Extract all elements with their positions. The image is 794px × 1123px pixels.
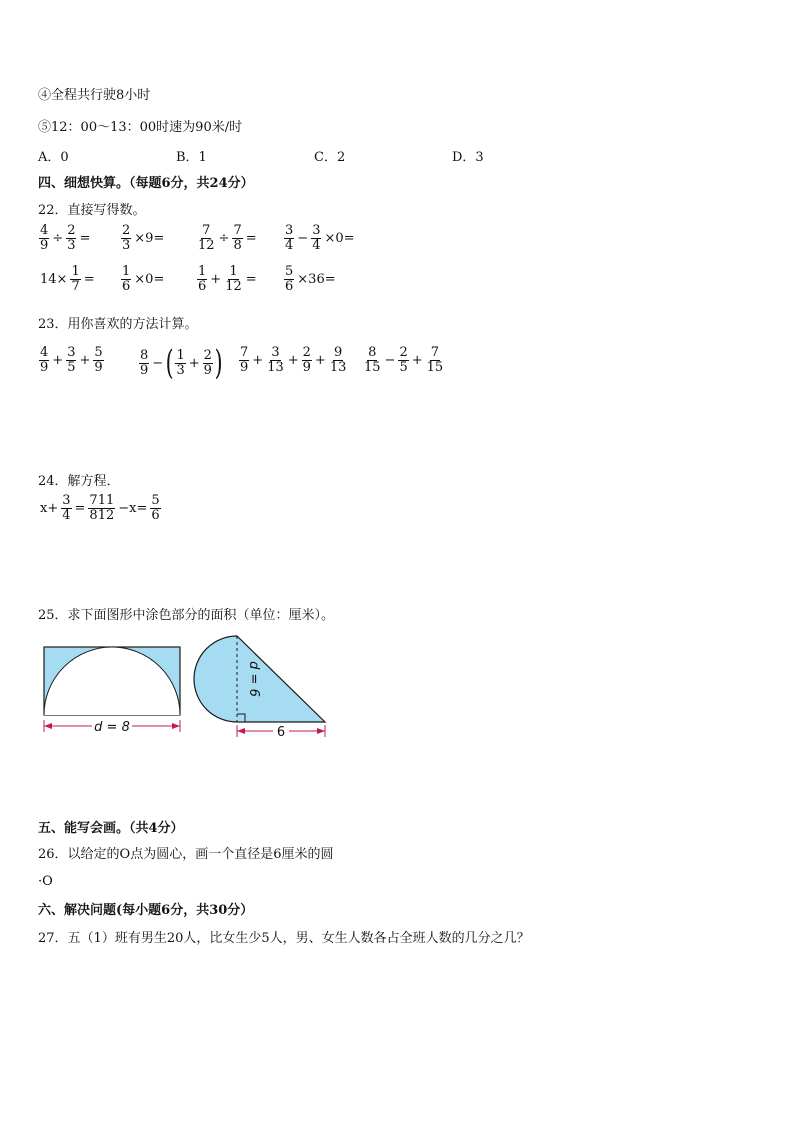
operator: 14×	[40, 271, 68, 287]
numerator: 711	[89, 493, 115, 508]
denominator: 15	[426, 359, 444, 375]
operator: +	[314, 352, 326, 368]
numerator: 4	[40, 223, 49, 238]
fraction	[93, 346, 103, 374]
fraction	[66, 224, 76, 252]
operator: =	[245, 230, 257, 246]
numerator: 7	[202, 223, 211, 238]
fraction	[329, 346, 348, 374]
numerator: 7	[240, 345, 249, 360]
numerator: 3	[62, 493, 71, 508]
operator: +	[52, 352, 64, 368]
denominator: 15	[364, 359, 381, 375]
operator: −x=	[118, 500, 148, 516]
numerator: 8	[140, 347, 149, 363]
fraction	[39, 346, 49, 374]
numerator: 8	[368, 345, 377, 360]
denominator: 13	[329, 359, 347, 375]
numerator: 2	[399, 345, 408, 360]
numerator: 5	[94, 345, 103, 360]
operator: ×0=	[324, 230, 355, 246]
numerator: 2	[122, 223, 131, 238]
operator: −	[152, 355, 164, 371]
denominator: 6	[122, 278, 131, 294]
numerator: 1	[198, 264, 207, 279]
operator: +	[252, 352, 264, 368]
question-25: 25．求下面图形中涂色部分的面积（单位：厘米）。	[38, 608, 335, 623]
parenthesis: (	[165, 343, 174, 383]
denominator: 6	[151, 507, 160, 523]
fraction	[311, 224, 321, 252]
operator: −	[297, 230, 309, 246]
denominator: 4	[312, 237, 321, 253]
denominator: 4	[285, 237, 294, 253]
operator: +	[188, 355, 200, 371]
fraction	[426, 346, 445, 374]
base-arrow-left	[237, 728, 245, 734]
question-26: 26．以给定的O点为圆心，画一个直径是6厘米的圆	[38, 847, 334, 862]
fraction	[302, 346, 312, 374]
question-23: 23．用你喜欢的方法计算。	[38, 317, 198, 332]
denominator: 812	[89, 507, 115, 523]
base-arrow-right	[317, 728, 325, 734]
denominator: 9	[140, 362, 149, 378]
numerator: 7	[233, 223, 242, 238]
fraction	[398, 346, 408, 374]
calc-item	[120, 224, 166, 252]
fraction	[224, 265, 243, 293]
fraction	[284, 265, 294, 293]
denominator: 3	[122, 237, 131, 253]
denominator: 3	[176, 362, 185, 378]
statement-4: ④全程共行驶8小时	[38, 88, 151, 103]
fraction	[175, 349, 185, 377]
operator: +	[411, 352, 423, 368]
denominator: 7	[71, 278, 80, 294]
numerator: 4	[40, 345, 49, 360]
denominator: 6	[285, 278, 294, 294]
question-24: 24．解方程．	[38, 474, 120, 489]
numerator: 5	[151, 493, 160, 508]
operator: ×9=	[134, 230, 165, 246]
operator: ÷	[218, 230, 230, 246]
denominator: 4	[62, 507, 71, 523]
operator: =	[245, 271, 257, 287]
denominator: 12	[225, 278, 242, 294]
operator: ×0=	[134, 271, 165, 287]
denominator: 8	[233, 237, 242, 253]
expression-item	[362, 346, 445, 374]
left-diameter-label: d = 8	[94, 720, 130, 735]
expression-item	[238, 346, 348, 374]
calc-item	[38, 224, 92, 252]
denominator: 9	[203, 362, 212, 378]
denominator: 13	[267, 359, 284, 375]
numerator: 1	[176, 347, 185, 363]
fraction	[363, 346, 382, 374]
numerator: 3	[271, 345, 280, 360]
arrow-right	[172, 723, 180, 729]
denominator: 12	[198, 237, 215, 253]
area-figures	[0, 630, 794, 790]
denominator: 9	[40, 237, 49, 253]
calc-item	[38, 265, 97, 293]
option-d: D．3	[452, 150, 484, 165]
arrow-left	[44, 723, 52, 729]
operator: x+	[40, 500, 59, 516]
fraction	[88, 494, 115, 522]
figure-rectangle-semicircle	[44, 647, 180, 735]
operator: +	[210, 271, 222, 287]
figure-semicircle-triangle	[194, 636, 325, 740]
calc-item	[196, 224, 259, 252]
operator: =	[83, 271, 95, 287]
fraction	[232, 224, 242, 252]
fraction	[121, 265, 131, 293]
o-point: ·O	[38, 874, 53, 889]
question-22: 22．直接写得数。	[38, 203, 146, 218]
expression-item	[38, 346, 105, 374]
fraction	[121, 224, 131, 252]
fraction	[139, 349, 149, 377]
option-b: B．1	[176, 150, 207, 165]
fraction	[197, 265, 207, 293]
numerator: 3	[285, 223, 294, 238]
numerator: 9	[333, 345, 343, 360]
denominator: 9	[40, 359, 49, 375]
fraction	[239, 346, 249, 374]
numerator: 1	[71, 264, 80, 279]
numerator: 1	[122, 264, 131, 279]
numerator: 2	[67, 223, 76, 238]
numerator: 2	[203, 347, 212, 363]
operator: +	[79, 352, 91, 368]
fraction	[266, 346, 285, 374]
numerator: 3	[67, 345, 76, 360]
fraction	[61, 494, 71, 522]
option-c: C．2	[314, 150, 346, 165]
fraction	[39, 224, 49, 252]
calc-item	[196, 265, 259, 293]
fraction	[203, 349, 213, 377]
operator: ÷	[52, 230, 64, 246]
expression-item	[138, 343, 223, 383]
section-6-heading: 六、解决问题(每小题6分，共30分）	[38, 903, 254, 918]
section-4-heading: 四、细想快算。（每题6分，共24分）	[38, 176, 254, 191]
denominator: 5	[67, 359, 76, 375]
question-27: 27．五（1）班有男生20人，比女生少5人，男、女生人数各占全班人数的几分之几？	[38, 931, 530, 946]
denominator: 9	[240, 359, 249, 375]
question-24-equation	[38, 494, 162, 522]
denominator: 6	[198, 278, 207, 294]
operator: =	[74, 500, 86, 516]
fraction	[284, 224, 294, 252]
calc-item	[283, 265, 338, 293]
numerator: 2	[302, 345, 311, 360]
statement-5: ⑤12：00～13：00时速为90米/时	[38, 120, 243, 135]
fraction	[150, 494, 160, 522]
option-a: A．0	[38, 150, 69, 165]
numerator: 5	[285, 264, 294, 279]
fraction	[197, 224, 216, 252]
fraction	[70, 265, 80, 293]
right-base-label: 6	[276, 725, 286, 740]
operator: −	[384, 352, 396, 368]
denominator: 9	[302, 359, 311, 375]
denominator: 3	[67, 237, 76, 253]
fraction	[66, 346, 76, 374]
parenthesis: )	[214, 343, 223, 383]
calc-item	[120, 265, 166, 293]
calc-item	[283, 224, 357, 252]
numerator: 7	[430, 345, 440, 360]
section-5-heading: 五、能写会画。（共4分）	[38, 821, 184, 836]
right-diameter-label: d = 6	[246, 661, 261, 697]
numerator: 3	[312, 223, 321, 238]
numerator: 1	[229, 264, 238, 279]
denominator: 9	[94, 359, 103, 375]
denominator: 5	[399, 359, 408, 375]
operator: +	[287, 352, 299, 368]
operator: ×36=	[297, 271, 336, 287]
operator: =	[79, 230, 91, 246]
